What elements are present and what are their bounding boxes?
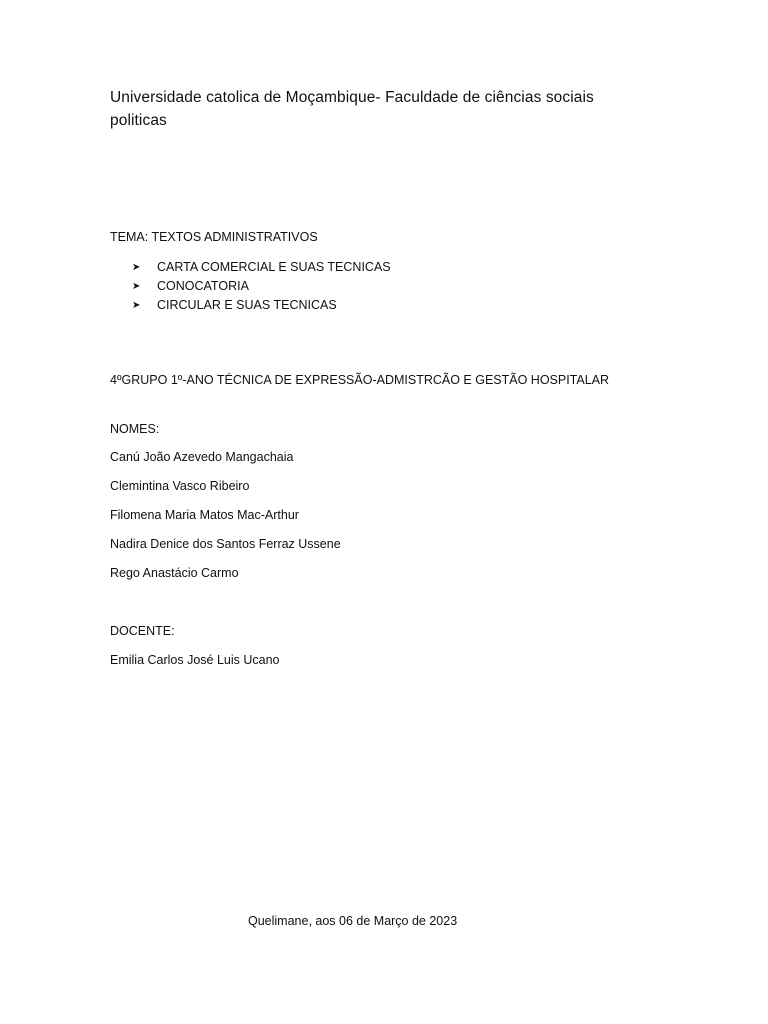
topic-list	[132, 258, 391, 315]
name-item: Filomena Maria Matos Mac-Arthur	[110, 508, 299, 522]
docente-name: Emilia Carlos José Luis Ucano	[110, 653, 280, 667]
topic-label: CARTA COMERCIAL E SUAS TECNICAS	[157, 260, 391, 274]
docente-label: DOCENTE:	[110, 624, 175, 638]
topic-label: CIRCULAR E SUAS TECNICAS	[157, 298, 337, 312]
topic-item	[132, 258, 391, 277]
arrow-bullet-icon: ➤	[132, 262, 141, 273]
arrow-bullet-icon: ➤	[132, 281, 141, 292]
nomes-label: NOMES:	[110, 422, 160, 436]
topic-label: CONOCATORIA	[157, 279, 249, 293]
tema-heading: TEMA: TEXTOS ADMINISTRATIVOS	[110, 230, 318, 244]
name-item: Clemintina Vasco Ribeiro	[110, 479, 250, 493]
arrow-bullet-icon: ➤	[132, 300, 141, 311]
group-line: 4ºGRUPO 1º-ANO TÉCNICA DE EXPRESSÃO-ADMISTRCÃO E GESTÃO HOSPITALAR	[110, 373, 610, 387]
name-item: Rego Anastácio Carmo	[110, 566, 239, 580]
name-item: Canú João Azevedo Mangachaia	[110, 450, 294, 464]
place-date-footer: Quelimane, aos 06 de Março de 2023	[248, 914, 458, 928]
topic-item	[132, 277, 391, 296]
document-title: Universidade catolica de Moçambique- Faculdade de ciências sociais politicas	[110, 89, 594, 129]
names-list	[110, 449, 341, 594]
name-item: Nadira Denice dos Santos Ferraz Ussene	[110, 537, 341, 551]
topic-item	[132, 296, 391, 315]
